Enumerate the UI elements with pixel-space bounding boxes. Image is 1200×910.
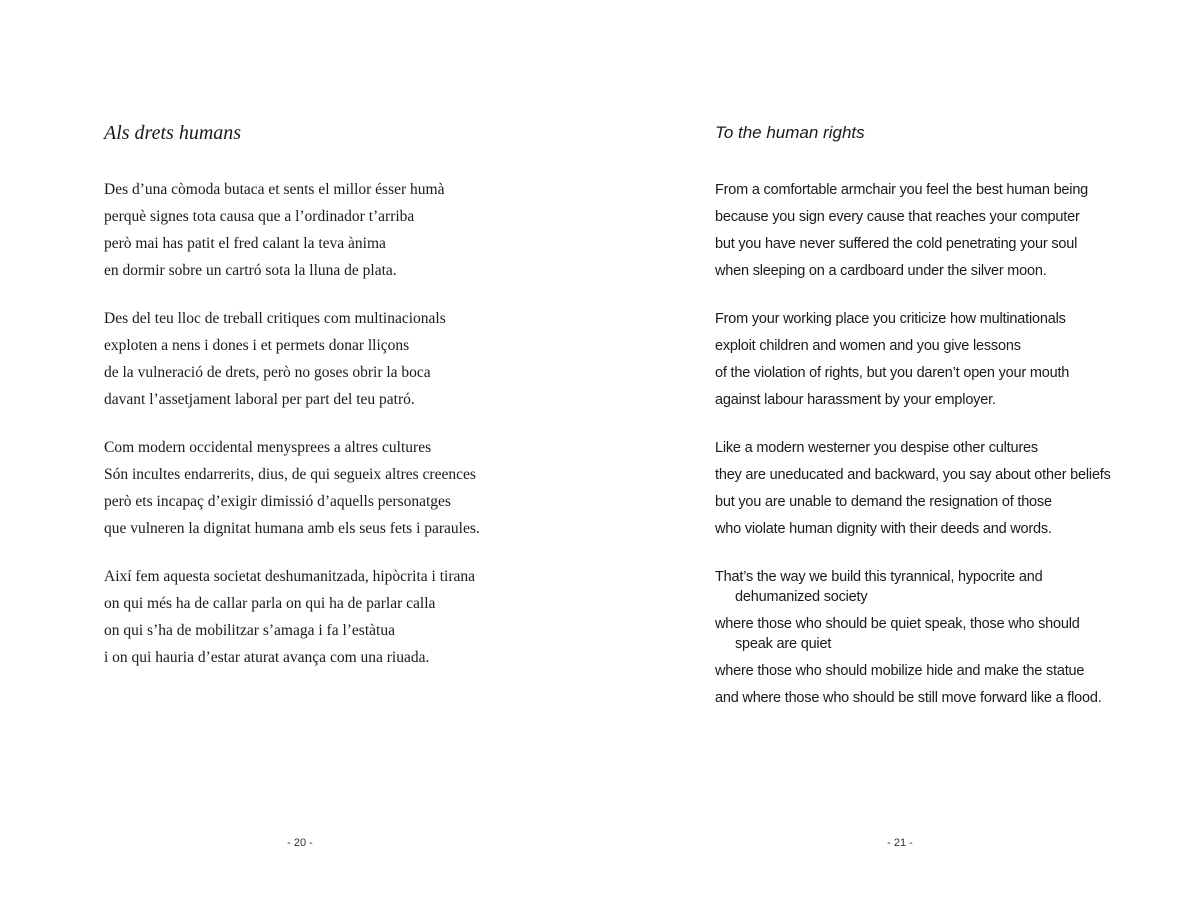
stanza-1	[104, 180, 544, 281]
catalan-poem-title: Als drets humans	[104, 122, 242, 144]
poem-line: who violate human dignity with their deeds and words.	[715, 521, 1052, 537]
poem-line: Com modern occidental menysprees a altres cultures	[104, 439, 432, 456]
poem-line: on qui s’ha de mobilitzar s’amaga i fa l’estàtua	[104, 622, 395, 639]
english-poem	[715, 120, 1115, 736]
page-number-left: - 20 -	[287, 837, 313, 849]
stanza-1	[715, 180, 1115, 281]
poem-line: Des del teu lloc de treball critiques com multinacionals	[104, 310, 446, 327]
poem-line: davant l’assetjament laboral per part del teu patró.	[104, 391, 415, 408]
poem-line: but you have never suffered the cold penetrating your soul	[715, 236, 1078, 252]
stanza-3	[104, 438, 544, 539]
poem-line: i on qui hauria d’estar aturat avança com una riuada.	[104, 649, 430, 666]
stanza-4	[104, 567, 544, 668]
poem-line: en dormir sobre un cartró sota la lluna de plata.	[104, 262, 397, 279]
poem-line: però ets incapaç d’exigir dimissió d’aquells personatges	[104, 493, 451, 510]
poem-line: Des d’una còmoda butaca et sents el millor ésser humà	[104, 181, 445, 198]
poem-line: of the violation of rights, but you daren’t open your mouth	[715, 365, 1070, 381]
poem-line: però mai has patit el fred calant la teva ànima	[104, 235, 386, 252]
poem-line: Like a modern westerner you despise other cultures	[715, 440, 1038, 456]
english-poem-title: To the human rights	[715, 123, 865, 142]
stanza-2	[104, 309, 544, 410]
catalan-poem	[104, 120, 544, 696]
stanza-2	[715, 309, 1115, 410]
poem-line: they are uneducated and backward, you say about other beliefs	[715, 467, 1111, 483]
poem-line: but you are unable to demand the resignation of those	[715, 494, 1052, 510]
poem-line: exploit children and women and you give lessons	[715, 338, 1021, 354]
poem-line: because you sign every cause that reaches your computer	[715, 209, 1080, 225]
poem-line: and where those who should be still move forward like a flood.	[715, 690, 1102, 706]
poem-line: de la vulneració de drets, però no goses obrir la boca	[104, 364, 431, 381]
poem-line: From a comfortable armchair you feel the best human being	[715, 182, 1089, 198]
poem-line: perquè signes tota causa que a l’ordinador t’arriba	[104, 208, 415, 225]
poem-line: From your working place you criticize how multinationals	[715, 311, 1066, 327]
poem-line: where those who should be quiet speak, those who should speak are quiet	[715, 616, 1080, 652]
right-page	[600, 0, 1200, 910]
poem-line: que vulneren la dignitat humana amb els seus fets i paraules.	[104, 520, 480, 537]
stanza-4	[715, 567, 1115, 708]
poem-line: That’s the way we build this tyrannical, hypocrite and dehumanized society	[715, 569, 1043, 605]
poem-line: against labour harassment by your employer.	[715, 392, 996, 408]
poem-line: exploten a nens i dones i et permets donar lliçons	[104, 337, 410, 354]
stanza-3	[715, 438, 1115, 539]
page-number-right: - 21 -	[887, 837, 913, 849]
poem-line: when sleeping on a cardboard under the silver moon.	[715, 263, 1047, 279]
poem-line: on qui més ha de callar parla on qui ha de parlar calla	[104, 595, 436, 612]
poem-line: Són incultes endarrerits, dius, de qui segueix altres creences	[104, 466, 476, 483]
poem-line: Així fem aquesta societat deshumanitzada, hipòcrita i tirana	[104, 568, 476, 585]
poem-line: where those who should mobilize hide and make the statue	[715, 663, 1085, 679]
